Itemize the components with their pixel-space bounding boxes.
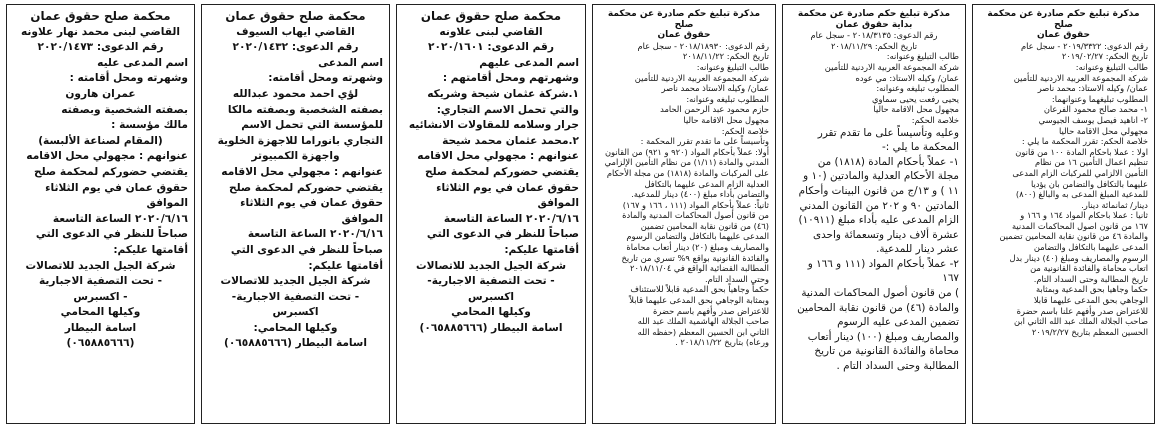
text-line: عمان/ وكيله الاستاذ محمد ناصر xyxy=(661,83,769,94)
text-line: والفائدة القانونية بواقع ٩% تسري من تاريخ xyxy=(621,252,769,263)
text-line: على المركبات والمادة (١٨١٨) من مجلة الأحكام xyxy=(606,167,769,178)
lawyer-label: وكيلها المحامي xyxy=(451,306,531,319)
defendant-label: اسم المدعى عليه xyxy=(97,56,188,69)
text-line: مجهول محل الاقامة حاليا xyxy=(873,104,959,115)
text-line: ١١ ) و ١٣/ج من قانون البينات وأحكام xyxy=(798,184,959,197)
text-line: المادتين ٩٠ و ٢٠٢ من القانون المدني xyxy=(799,199,959,212)
text-line: عشرة ألاف دينار وتسعمائة واحدى xyxy=(812,228,959,241)
notice-title: حقوق عمان xyxy=(657,30,711,41)
defendant-name: ١.شركة عثمان شيحة وشريكه xyxy=(427,87,579,100)
judgment-body xyxy=(979,62,1148,337)
text-line: الحسين المعظم بتاريخ ٢٠١٩/٢/٢٧ xyxy=(1031,326,1148,337)
case-number: رقم الدعوى: ٢٠٢٠/١٤٧٣ xyxy=(37,41,164,54)
text-line: ٢- عملاً بأحكام المواد (١١١ و ١٦٦ و ١٦٧ xyxy=(807,257,959,285)
judgment-date: تاريخ الحكم: ٢٠١٨/١١/٢٢ xyxy=(682,51,769,62)
text-line: والمصاريف ومبلغ (٢٠) دينار أتعاب محاماة xyxy=(626,242,769,253)
judgment-date: تاريخ الحكم: ٢٠١٨/١١/٢٩ xyxy=(830,40,918,51)
text-line: حازم محمود عبد الرحمن الحامد xyxy=(660,104,769,115)
case-number: رقم الدعوى: ٢٠١٨/١٨٩٣٠ - سجل عام xyxy=(637,40,769,51)
text-line: الزام المدعى عليه بأداء مبلغ (١٠٩١١) xyxy=(798,214,959,227)
court-name: محكمة صلح حقوق عمان xyxy=(225,9,366,23)
text-line: محاماة والفائدة القانونية من تاريخ xyxy=(814,345,959,358)
company: واجهزة الكمبيوتر xyxy=(251,150,340,163)
plaintiff: شركة الجيل الجديد للاتصالات xyxy=(220,275,371,288)
text-line: اولا : عملا باحكام المادة ١٠٠ من قانون xyxy=(1015,146,1148,157)
company: (المقام لصناعة الألبسة) xyxy=(38,134,163,147)
address-label: وشهرته ومحل أقامته : xyxy=(69,72,188,85)
court-notice-3 xyxy=(396,4,586,424)
judgment-parties xyxy=(789,51,959,125)
owner: مالك مؤسسة : xyxy=(111,119,188,132)
plaintiff: - تحت التصفية الاجبارية- اكسبرس xyxy=(231,290,360,319)
text-line: المحكمة ما يلي :- xyxy=(882,141,959,154)
text-line: المطالبة وحتى السداد التام . xyxy=(836,360,959,373)
text-line: طالب التبليغ وعنوانه: xyxy=(886,51,959,62)
text-line: خلاصة الحكم: xyxy=(721,125,769,136)
defendant-name: لؤي احمد محمود عبدالله xyxy=(232,87,359,100)
address-label: وشهرته ومحل أقامته: xyxy=(268,72,383,85)
notice-title: مذكرة تبليغ حكم صادرة عن محكمة صلح xyxy=(607,9,761,30)
judge-name: القاضي لبنى محمد نهار علاونه xyxy=(21,25,180,38)
hearing-date: ٢٠٢٠/٦/١٦ الساعة التاسعة xyxy=(52,212,188,225)
text-line: خلاصة الحكم: xyxy=(911,114,959,125)
notice-title: مذكرة تبليغ حكم صادرة عن محكمة صلح xyxy=(987,9,1140,30)
text-line: المطالبة القضائية الواقع في ٢٠١٨/١١/٠٤ xyxy=(630,263,769,274)
summons-line: صباحاً للنظر في الدعوى التي xyxy=(230,243,383,256)
text-line: للمدعية المبلغ المدعى به والبالغ (٨٠٠) xyxy=(1015,189,1148,200)
defendant-label: اسم المدعى xyxy=(318,56,383,69)
text-line: للاعتراض صدر وأفهم علنا باسم حضرة xyxy=(1016,305,1148,316)
text-line: تنظيم اعمال التأمين ١٦ من نظام xyxy=(1034,157,1148,168)
lawyer-name: اسامة البيطار (٠٦٥٨٨٥٦٦٦) xyxy=(419,321,563,334)
text-line: (٤٦) من قانون نقابة المحامين تضمين xyxy=(640,220,769,231)
text-line: تاريخ المطالبة وحتى السداد التام. xyxy=(1033,273,1148,284)
text-line: عشر دينار للمدعية. xyxy=(876,243,959,256)
lawyer-label: وكيلها المحامي xyxy=(60,306,141,319)
text-line: أولا: عملاً بأحكام المواد (٩٢٠ و ٩٢١) من القانون xyxy=(604,146,769,157)
text-line: دينار/ ثمانمائة دينار. xyxy=(1081,199,1148,210)
phone: (٠٦٥٨٨٥٦٦٦) xyxy=(66,337,135,350)
address: عنوانهم : مجهولي محل الاقامه xyxy=(26,150,188,163)
text-line: المدني والمادة (١/١١) من نظام التأمين الإلزامي xyxy=(604,157,769,168)
text-line: المدعى عليهما بالتكافل والتضامن الرسوم xyxy=(626,231,769,242)
court-name: محكمة صلح حقوق عمان xyxy=(30,9,171,23)
text-line: صاحب الجلالة الهاشمية الملك عبد الله xyxy=(637,316,769,327)
text-line: تضمين المدعى عليه الرسوم xyxy=(837,316,959,329)
text-line: وعليه وتأسيساً على ما تقدم تقرر xyxy=(817,126,959,139)
summons-line: يقتضي حضوركم لمحكمة صلح xyxy=(424,165,579,178)
judge-name: القاضي لبنى علاونه xyxy=(439,25,543,38)
defendant-name: عمران هارون xyxy=(65,87,136,100)
summons-line: يقتضي حضوركم لمحكمة صلح xyxy=(33,165,188,178)
text-line: والمادة (٤٦) من قانون نقابة المحامين xyxy=(797,301,959,314)
summons-line: صباحاً للنظر في الدعوى التي xyxy=(426,228,579,241)
notice-title: حقوق عمان xyxy=(1036,30,1091,41)
judgment-body xyxy=(599,62,769,348)
text-line: ١٦٧ من قانون اصول المحاكمات المدنية xyxy=(1011,220,1148,231)
summons-line: صباحاً للنظر في الدعوى التي xyxy=(35,228,188,241)
plaintiff: - تحت التصفية الاجبارية xyxy=(39,275,162,288)
summons-line: أقامتها عليكم: xyxy=(113,243,188,256)
text-line: وحتى السداد التام. xyxy=(704,273,769,284)
text-line: طالب التبليغ وعنوانه: xyxy=(696,61,769,72)
text-line: ) من قانون أصول المحاكمات المدنية xyxy=(801,287,959,300)
judgment-notice-4 xyxy=(592,4,776,424)
text-line: صاحب الجلالة الملك عبد الله الثاني ابن xyxy=(1013,316,1148,327)
notice-title: بداية حقوق عمان xyxy=(835,19,913,30)
summons-line: يقتضي حضوركم لمحكمة صلح xyxy=(228,181,383,194)
text-line: خلاصة الحكم: تقرر المحكمة ما يلي : xyxy=(1021,136,1148,147)
judgment-date: تاريخ الحكم: ٢٠١٩/٠٢/٢٧ xyxy=(1061,51,1148,62)
hearing-date: ٢٠٢٠/٦/١٦ الساعة التاسعة xyxy=(443,212,579,225)
text-line: يحيى رفعت يحيى سماوي xyxy=(872,93,959,104)
defendant-label: اسم المدعى عليهم xyxy=(479,56,579,69)
notice-title: مذكرة تبليغ حكم صادرة عن محكمة xyxy=(797,9,951,19)
summons-line: حقوق عمان في يوم الثلاثاء الموافق xyxy=(45,181,188,210)
lawyer-label: وكيلها المحامي: xyxy=(253,321,338,334)
text-line: المطلوب تبليغهما وعنوانهما: xyxy=(1051,93,1148,104)
hearing-date: ٢٠٢٠/٦/١٦ الساعة التاسعة xyxy=(247,228,383,241)
text-line: مجهولي محل الاقامة حاليا xyxy=(1059,125,1148,136)
address: عنوانهم : مجهولي محل الاقامه xyxy=(417,150,579,163)
text-line: والتضامن بأداء مبلغ (٤٠٠) دينار للمدعية. xyxy=(631,189,769,200)
text-line: التأمين الالزامي للمركبات الزام المدعى xyxy=(1012,167,1148,178)
text-line: الرسوم والمصاريف ومبلغ (٤٠) دينار بدل xyxy=(1009,252,1148,263)
summons-line: أقامتها عليكم: xyxy=(504,243,579,256)
text-line: عمان/ وكيله الاستاذ: محمد ناصر xyxy=(1037,83,1148,94)
text-line: والمصاريف ومبلغ (١٠٠) دينار أتعاب xyxy=(807,330,959,343)
defendant-name: جرار وسلامه للمقاولات الانشائيه xyxy=(408,119,579,132)
text-line: المطلوب تبليغه وعنوانه: xyxy=(876,83,959,94)
defendant-name: ٢.محمد عثمان محمد شيحة xyxy=(442,134,579,147)
capacity: بصفته الشخصية وبصفته xyxy=(61,103,188,116)
judge-name: القاضي ايهاب السيوف xyxy=(236,25,355,38)
summons-line: حقوق عمان في يوم الثلاثاء الموافق xyxy=(436,181,579,210)
text-line: المطلوب تبليغه وعنوانه: xyxy=(686,93,769,104)
judgment-notice-5 xyxy=(782,4,966,424)
summons-line: حقوق عمان في يوم الثلاثاء الموافق xyxy=(240,197,383,225)
text-line: من قانون أصول المحاكمات المدنية والمادة xyxy=(622,210,769,221)
lawyer-name: اسامة البيطار xyxy=(64,321,137,334)
text-line: وتأسيساً على ما تقدم تقرر المحكمة : xyxy=(640,136,769,147)
judgment-body xyxy=(789,126,959,374)
text-line: ١- محمد صالح محمود الفرعان xyxy=(1043,104,1148,115)
owner: للمؤسسة التي تحمل الاسم xyxy=(241,119,383,132)
text-line: عمان/ وكيله الاستاذ: مي عوده xyxy=(855,72,959,83)
text-line: طالب التبليغ وعنوانه: xyxy=(1075,61,1148,72)
text-line: الوجاهي بحق المدعى عليهما قابلا xyxy=(1033,295,1148,306)
text-line: المدعى عليهما بالتكافل والتضامن xyxy=(1033,242,1148,253)
text-line: ورعاه) بتاريخ ٢٠١٨/١١/٢٢ . xyxy=(675,337,769,348)
text-line: ثانياً: عملاً بأحكام المواد (١١١ ، ١٦٦ و ١٦٧) xyxy=(622,199,769,210)
court-notice-1 xyxy=(6,4,195,424)
plaintiff: - تحت التصفية الاجبارية- اكسبرس xyxy=(427,275,555,303)
court-name: محكمة صلح حقوق عمان xyxy=(420,9,562,23)
capacity: بصفته الشخصية وبصفته مالكا xyxy=(227,103,383,116)
plaintiff: - اكسبرس xyxy=(73,290,128,303)
text-line: الثاني ابن الحسين المعظم (حفظه الله xyxy=(637,326,769,337)
plaintiff: شركة الجيل الجديد للاتصالات xyxy=(25,259,176,272)
judgment-notice-6 xyxy=(972,4,1155,424)
text-line: العدلية الزام المدعى عليهما بالتكافل xyxy=(644,178,769,189)
text-line: شركة المجموعة العربية الاردنية للتأمين xyxy=(634,72,769,83)
text-line: شركة المجموعة العربية الاردنية للتأمين xyxy=(1013,72,1148,83)
text-line: حكماً وجاهياً بحق المدعية قابلاً للاستئناف xyxy=(630,284,769,295)
text-line: ٢- اناهيد فيصل يوسف الجيوسي xyxy=(1038,114,1148,125)
case-number: رقم الدعوى: ٢٠٢٠/١٦٠١ xyxy=(428,41,554,54)
text-line: حكما وجاهيا بحق المدعية وبمثابة xyxy=(1035,284,1148,295)
text-line: وبمثابة الوجاهي بحق المدعى عليهما قابلاً xyxy=(629,295,769,306)
case-number: رقم الدعوى: ٢٠١٨/٣١٣٥ - سجل عام xyxy=(810,30,938,41)
text-line: للاعتراض صدر وأفهم باسم حضرة xyxy=(653,305,769,316)
defendant-name: والتي تحمل الاسم التجاري: xyxy=(436,103,579,116)
case-number: رقم الدعوى: ٢٠١٩/٣٣٢٢ - سجل عام xyxy=(1020,40,1148,51)
plaintiff: شركة الجيل الجديد للاتصالات xyxy=(415,259,567,272)
text-line: مجلة الأحكام العدلية والمادتين (١٠ و xyxy=(803,170,959,183)
company: التجاري بانوراما للاجهزة الخلوية xyxy=(217,134,383,147)
text-line: عليهما بالتكافل والتضامن بان يؤديا xyxy=(1030,178,1148,189)
lawyer-name: اسامة البيطار (٠٦٥٨٨٥٦٦٦) xyxy=(224,337,367,350)
text-line: اتعاب محاماة والفائدة القانونية من xyxy=(1030,263,1148,274)
address: عنوانهم : مجهولي محل الاقامه xyxy=(221,165,383,178)
court-notice-2 xyxy=(201,4,390,424)
summons-line: أقامتها عليكم: xyxy=(308,259,383,272)
text-line: ثانيا : عملا باحكام المواد ١٦٤ و ١٦٦ و xyxy=(1020,210,1148,221)
text-line: ١- عملاً بأحكام المادة (١٨١٨) من xyxy=(817,155,959,168)
text-line: شركة المجموعة العربية الاردنية للتأمين xyxy=(824,61,959,72)
case-number: رقم الدعوى: ٢٠٢٠/١٤٣٢ xyxy=(232,41,359,54)
address-label: وشهرتهم ومحل أقامتهم : xyxy=(442,72,579,85)
text-line: مجهول محل الاقامة حاليا xyxy=(683,114,769,125)
text-line: والمادة ٤٦ من قانون نقابة المحامين تضمين xyxy=(999,231,1148,242)
